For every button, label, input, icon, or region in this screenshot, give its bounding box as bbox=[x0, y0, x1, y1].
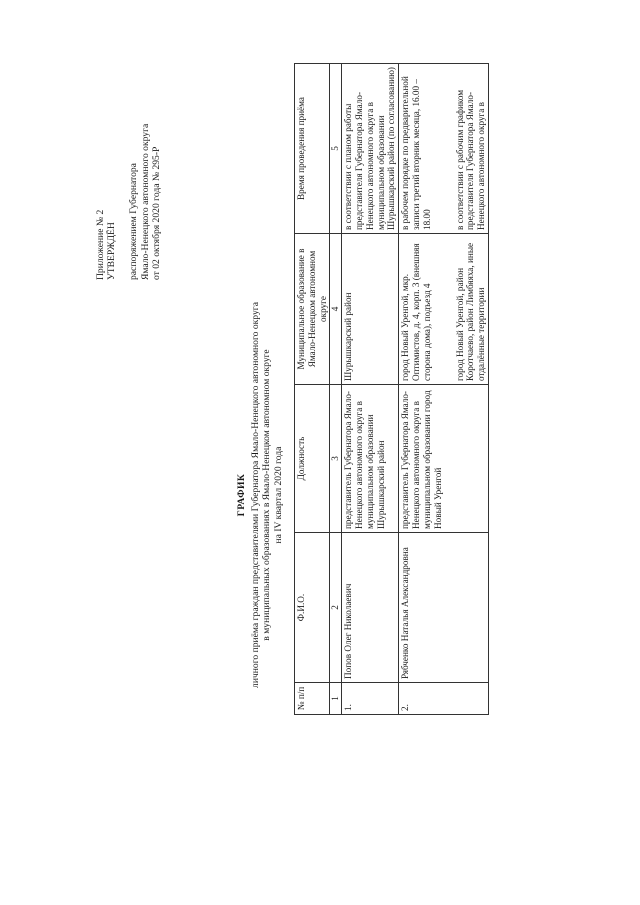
column-number: 3 bbox=[330, 385, 342, 533]
time-entry: в соответствии с рабочим графиком представителя Губернатора Ямало-Ненецкого автономного округа в bbox=[454, 89, 487, 230]
table-row bbox=[342, 64, 399, 715]
schedule-table bbox=[294, 63, 489, 715]
municipality-entry: Шурышкарский район bbox=[343, 292, 354, 381]
column-number: 1 bbox=[330, 683, 342, 715]
approval-block bbox=[95, 40, 162, 280]
row-name: Попов Олег Николаевич bbox=[342, 533, 399, 683]
municipality-entry: город Новый Уренгой, мкр. Оптимистов, д. 4, корп. 3 (внешняя сторона дома), подъезд 4 bbox=[400, 243, 432, 381]
header-cell-name: Ф.И.О. bbox=[295, 533, 330, 683]
row-time bbox=[342, 64, 399, 234]
column-number: 4 bbox=[330, 234, 342, 385]
approval-line: Приложение № 2 bbox=[95, 209, 106, 280]
column-numbers-row bbox=[330, 64, 342, 715]
row-time bbox=[399, 64, 489, 234]
row-position: представитель Губернатора Ямало-Ненецкого автономного округа в муниципальном образовании Шурышкарский район bbox=[342, 385, 399, 533]
row-name: Рябченко Наталья Александровна bbox=[399, 533, 489, 683]
heading-line: на IV квартал 2020 года bbox=[272, 446, 284, 544]
municipality-entry: город Новый Уренгой, район Коротчаево, район Лимбяяха, иные отдалённые территории bbox=[454, 242, 487, 381]
approval-line: Ямало-Ненецкого автономного округа bbox=[139, 123, 151, 280]
row-number: 2. bbox=[399, 683, 489, 715]
document-title: ГРАФИК bbox=[236, 473, 247, 517]
header-cell-number: № п/п bbox=[295, 683, 330, 715]
approval-line: УТВЕРЖДЁН bbox=[106, 222, 118, 280]
header-cell-municipality: Муниципальное образование в Ямало-Ненецком автономном округе bbox=[295, 234, 330, 385]
column-number: 2 bbox=[330, 533, 342, 683]
column-number: 5 bbox=[330, 64, 342, 234]
header-cell-position: Должность bbox=[295, 385, 330, 533]
time-entry: в соответствии с планом работы представителя Губернатора Ямало-Ненецкого автономного округа в муниципальном образовании Шурышкарский район (по согласованию) bbox=[343, 67, 397, 230]
heading-line: личного приёма граждан представителями Губернатора Ямало-Ненецкого автономного округа bbox=[250, 302, 262, 688]
header-cell-time: Время проведения приёма bbox=[295, 64, 330, 234]
heading-line: в муниципальных образованиях в Ямало-Ненецком автономном округе bbox=[261, 349, 273, 641]
table-row bbox=[399, 64, 489, 715]
row-municipality bbox=[342, 234, 399, 385]
document-heading bbox=[236, 235, 284, 755]
approval-line: распоряжением Губернатора bbox=[128, 163, 140, 280]
table-header-row bbox=[295, 64, 330, 715]
row-position: представитель Губернатора Ямало-Ненецкого автономного округа в муниципальном образовании город Новый Уренгой bbox=[399, 385, 489, 533]
approval-line: от 02 октября 2020 года № 295-Р bbox=[150, 146, 162, 280]
row-municipality bbox=[399, 234, 489, 385]
time-entry: в рабочем порядке по предварительной записи третий вторник месяца, 16.00 – 18.00 bbox=[400, 76, 432, 230]
row-number: 1. bbox=[342, 683, 399, 715]
